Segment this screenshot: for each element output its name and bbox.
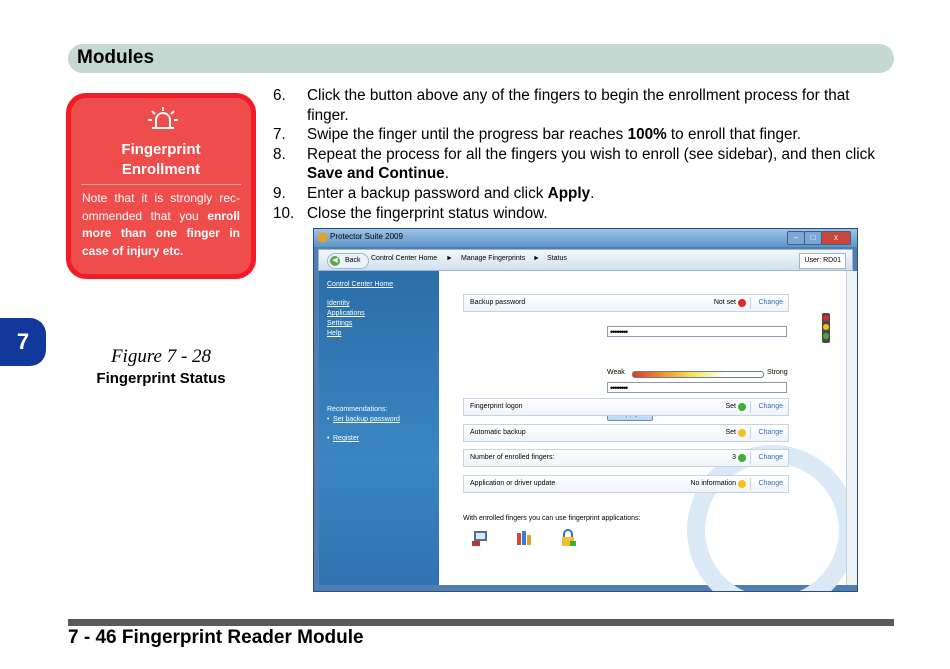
window-title: Protector Suite 2009 xyxy=(330,232,403,241)
password-bank-icon[interactable] xyxy=(471,529,489,547)
row-label: Fingerprint logon xyxy=(470,403,523,410)
step-item xyxy=(273,204,893,224)
sidebar-title: Fingerprint Enrollment xyxy=(121,141,201,178)
step-number: 10. xyxy=(273,204,295,222)
change-link[interactable]: Change xyxy=(758,454,783,461)
change-link[interactable]: Change xyxy=(758,299,783,306)
change-link[interactable]: Change xyxy=(758,429,783,436)
breadcrumb-separator-icon: ► xyxy=(533,255,540,262)
row-status: No information xyxy=(690,480,736,487)
row-divider xyxy=(750,401,751,413)
apps-info-text: With enrolled fingers you can use fingerprint applications: xyxy=(463,515,641,522)
breadcrumb-home[interactable]: Control Center Home xyxy=(371,255,438,262)
minimize-button[interactable]: – xyxy=(787,231,805,245)
step-text: Repeat the process for all the fingers you wish to enroll (see sidebar), and then click xyxy=(307,145,875,163)
link-identity[interactable]: Identity xyxy=(327,300,350,307)
row-status: Set xyxy=(725,429,736,436)
step-number: 8. xyxy=(273,145,286,163)
file-safe-icon[interactable] xyxy=(515,529,533,547)
bullet-icon: • xyxy=(327,416,330,423)
recommendations-label: Recommendations: xyxy=(327,406,388,413)
password-strength-bar xyxy=(632,371,764,378)
breadcrumb-status: Status xyxy=(547,255,567,262)
status-row-driver-update xyxy=(463,475,789,493)
password-input[interactable]: •••••••• xyxy=(607,326,787,337)
row-label: Application or driver update xyxy=(470,480,556,487)
sidebar-note xyxy=(82,190,240,260)
footer-text: 7 - 46 Fingerprint Reader Module xyxy=(68,627,364,648)
step-emphasis: Apply xyxy=(547,184,591,202)
row-divider xyxy=(750,478,751,490)
chapter-number: 7 xyxy=(16,329,30,354)
sidebar-divider xyxy=(81,184,241,185)
row-status: Set xyxy=(725,403,736,410)
link-help[interactable]: Help xyxy=(327,330,342,337)
section-title: Modules xyxy=(77,47,155,68)
step-text: to enroll that finger. xyxy=(666,126,802,144)
strength-strong-label: Strong xyxy=(767,369,788,376)
steps-list xyxy=(273,86,893,223)
link-applications[interactable]: Applications xyxy=(327,310,365,317)
step-item xyxy=(273,184,893,204)
link-set-backup-password[interactable]: Set backup password xyxy=(333,416,400,423)
step-text: Swipe the finger until the progress bar reaches xyxy=(307,126,628,144)
main-panel xyxy=(439,271,847,585)
row-divider xyxy=(750,297,751,309)
step-text: Close the fingerprint status window. xyxy=(307,204,548,222)
link-settings[interactable]: Settings xyxy=(327,320,353,327)
step-text: . xyxy=(444,165,449,183)
row-divider xyxy=(750,452,751,464)
step-number: 6. xyxy=(273,87,286,104)
figure-number: Figure 7 - 28 xyxy=(110,346,212,367)
link-control-center-home[interactable]: Control Center Home xyxy=(327,281,394,288)
step-emphasis: Save and Continue xyxy=(307,165,445,183)
alert-bell-icon xyxy=(147,106,179,134)
fingerprint-watermark-icon xyxy=(687,445,857,592)
link-register[interactable]: Register xyxy=(333,435,360,442)
lock-icon[interactable] xyxy=(559,529,577,547)
row-status: Not set xyxy=(713,299,736,306)
sidebar-note-box xyxy=(66,93,256,279)
step-number: 9. xyxy=(273,184,286,202)
app-icon xyxy=(318,233,327,242)
back-button[interactable] xyxy=(327,253,369,269)
status-dot-icon xyxy=(738,454,746,462)
row-label: Automatic backup xyxy=(470,429,526,436)
user-badge: User: RD01 xyxy=(799,253,846,269)
row-status: 3 xyxy=(732,454,736,461)
change-link[interactable]: Change xyxy=(758,480,783,487)
step-emphasis: 100% xyxy=(627,126,667,144)
back-label: Back xyxy=(345,257,361,264)
footer-rule xyxy=(68,619,894,626)
breadcrumb-separator-icon: ► xyxy=(446,255,453,262)
bullet-icon: • xyxy=(327,435,330,442)
status-row-automatic-backup xyxy=(463,424,789,442)
navigation-bar xyxy=(318,249,853,271)
maximize-button[interactable]: □ xyxy=(804,231,822,245)
sidebar-note-bold: enroll more than one finger in case of injury etc. xyxy=(82,208,240,258)
breadcrumb-manage[interactable]: Manage Fingerprints xyxy=(461,255,526,262)
row-label: Number of enrolled fingers: xyxy=(470,454,555,461)
step-number: 7. xyxy=(273,126,286,144)
traffic-light-icon xyxy=(819,313,833,347)
status-row-fingerprint-logon xyxy=(463,398,789,416)
status-dot-icon xyxy=(738,480,746,488)
app-screenshot xyxy=(313,228,858,592)
window-titlebar xyxy=(314,229,857,247)
status-row-backup-password xyxy=(463,294,789,312)
confirm-password-input[interactable]: •••••••• xyxy=(607,382,787,393)
step-item xyxy=(273,125,893,145)
left-panel xyxy=(319,271,439,585)
step-text: Enter a backup password and click xyxy=(307,184,548,202)
status-dot-icon xyxy=(738,429,746,437)
step-text: . xyxy=(590,184,595,202)
step-item xyxy=(273,86,893,125)
step-text: Click the button above any of the fingers to begin the enrollment process for that finger. xyxy=(307,87,850,124)
sidebar-note-text: Note that it is strongly rec-ommended that you xyxy=(82,191,240,223)
row-divider xyxy=(750,427,751,439)
chapter-tab xyxy=(0,318,46,366)
status-dot-icon xyxy=(738,299,746,307)
strength-weak-label: Weak xyxy=(607,369,625,376)
status-row-enrolled-fingers xyxy=(463,449,789,467)
back-arrow-icon: ◀ xyxy=(330,256,340,266)
section-header xyxy=(68,44,894,73)
change-link[interactable]: Change xyxy=(758,403,783,410)
close-button[interactable]: x xyxy=(821,231,851,245)
status-dot-icon xyxy=(738,403,746,411)
figure-caption: Fingerprint Status xyxy=(96,370,226,387)
scrollbar[interactable] xyxy=(846,271,857,585)
row-label: Backup password xyxy=(470,299,526,306)
step-item xyxy=(273,145,893,184)
